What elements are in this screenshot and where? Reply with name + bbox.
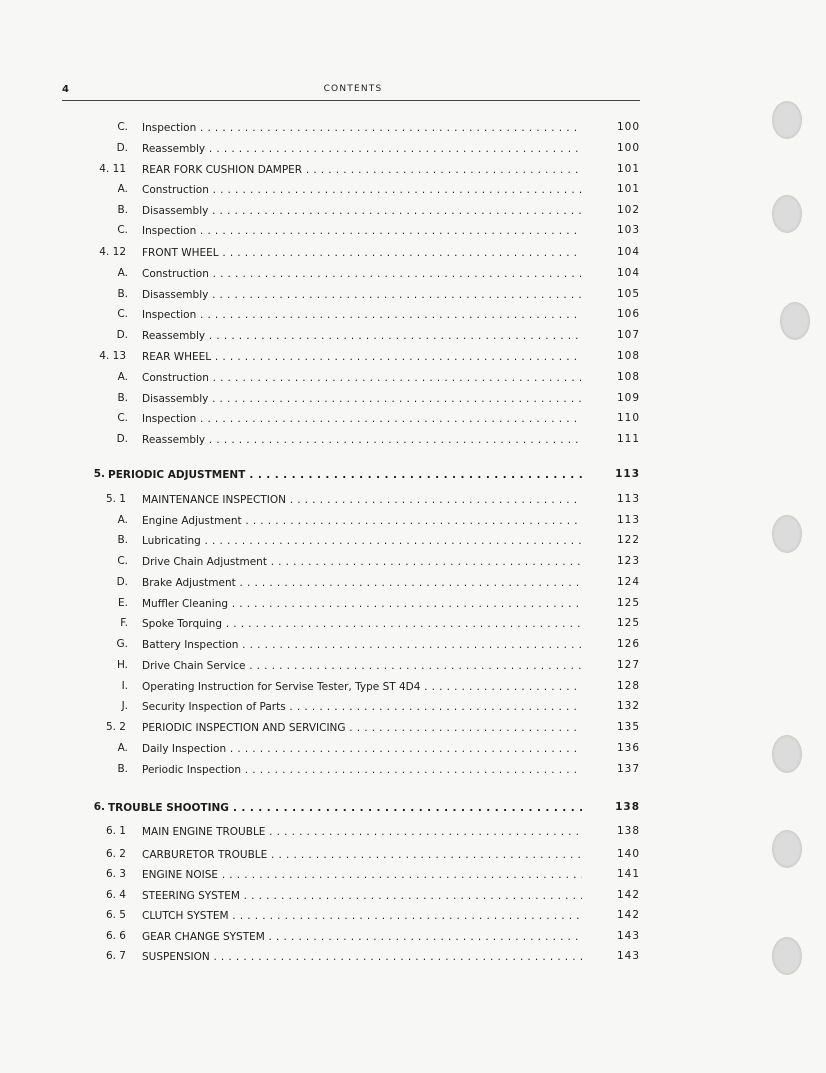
binder-hole bbox=[772, 937, 802, 975]
toc-entry-title: Muffler Cleaning . . . bbox=[142, 597, 582, 611]
toc-entry-title: Reassembly . . . bbox=[142, 142, 582, 156]
toc-entry bbox=[0, 799, 640, 817]
header-rule bbox=[62, 100, 640, 101]
toc-entry bbox=[0, 866, 640, 884]
toc-entry-title: STEERING SYSTEM . . . bbox=[142, 889, 582, 903]
toc-entry-title: MAINTENANCE INSPECTION . . . bbox=[142, 493, 582, 507]
toc-entry-title: Drive Chain Adjustment . . . bbox=[142, 555, 582, 569]
toc-entry-page: 142 bbox=[616, 889, 640, 901]
toc-entry-number: 6. 5 bbox=[105, 909, 126, 921]
toc-entry-page: 110 bbox=[616, 412, 640, 424]
toc-entry-title: Security Inspection of Parts . . . bbox=[142, 700, 582, 714]
toc-entry-title: Construction . . . bbox=[142, 267, 582, 281]
toc-entry-page: 113 bbox=[615, 468, 640, 480]
toc-entry-number: C. bbox=[117, 412, 128, 424]
toc-entry-page: 132 bbox=[616, 700, 640, 712]
toc-entry-page: 108 bbox=[616, 350, 640, 362]
toc-entry-number: B. bbox=[117, 763, 128, 775]
toc-entry-number: E. bbox=[118, 597, 128, 609]
toc-entry bbox=[0, 466, 640, 484]
toc-entry-title: Engine Adjustment . . . bbox=[142, 514, 582, 528]
toc-entry bbox=[0, 491, 640, 509]
toc-entry-page: 105 bbox=[616, 288, 640, 300]
toc-entry-number: 4. 13 bbox=[99, 350, 126, 362]
toc-entry-page: 113 bbox=[616, 514, 640, 526]
toc-entry-number: I. bbox=[121, 680, 128, 692]
toc-entry bbox=[0, 181, 640, 199]
toc-entry-number: 6. bbox=[93, 801, 105, 813]
toc-entry-number: C. bbox=[117, 224, 128, 236]
toc-entry-title: PERIODIC INSPECTION AND SERVICING . . . bbox=[142, 721, 582, 735]
toc-entry-page: 113 bbox=[616, 493, 640, 505]
toc-entry-page: 143 bbox=[616, 930, 640, 942]
toc-entry-title: Spoke Torquing . . . bbox=[142, 617, 582, 631]
toc-entry bbox=[0, 574, 640, 592]
toc-entry-title: Lubricating . . . bbox=[142, 534, 582, 548]
binder-hole bbox=[772, 515, 802, 553]
toc-entry bbox=[0, 431, 640, 449]
toc-entry-title: Inspection . . . bbox=[142, 224, 582, 238]
toc-entry-number: D. bbox=[116, 433, 128, 445]
toc-entry-title: Reassembly . . . bbox=[142, 329, 582, 343]
binder-hole bbox=[772, 195, 802, 233]
toc-entry bbox=[0, 286, 640, 304]
toc-entry-page: 136 bbox=[616, 742, 640, 754]
toc-entry-title: PERIODIC ADJUSTMENT . . . bbox=[108, 468, 582, 482]
toc-entry-number: B. bbox=[117, 204, 128, 216]
toc-entry-number: 6. 3 bbox=[105, 868, 126, 880]
toc-entry bbox=[0, 265, 640, 283]
toc-entry-page: 104 bbox=[616, 267, 640, 279]
toc-entry bbox=[0, 512, 640, 530]
toc-entry-page: 125 bbox=[616, 597, 640, 609]
toc-entry bbox=[0, 657, 640, 675]
toc-entry-page: 101 bbox=[616, 163, 640, 175]
toc-entry-page: 140 bbox=[616, 848, 640, 860]
toc-entry-page: 104 bbox=[616, 246, 640, 258]
toc-entry-number: C. bbox=[117, 121, 128, 133]
binder-hole bbox=[772, 830, 802, 868]
toc-entry-page: 125 bbox=[616, 617, 640, 629]
binder-hole bbox=[772, 735, 802, 773]
toc-entry-page: 142 bbox=[616, 909, 640, 921]
toc-entry bbox=[0, 615, 640, 633]
toc-entry bbox=[0, 636, 640, 654]
toc-entry-title: Brake Adjustment . . . bbox=[142, 576, 582, 590]
toc-entry bbox=[0, 887, 640, 905]
toc-entry-page: 123 bbox=[616, 555, 640, 567]
toc-entry-number: D. bbox=[116, 576, 128, 588]
toc-entry-number: B. bbox=[117, 288, 128, 300]
toc-entry-number: G. bbox=[116, 638, 128, 650]
toc-entry-page: 106 bbox=[616, 308, 640, 320]
toc-entry-title: REAR FORK CUSHION DAMPER . . . bbox=[142, 163, 582, 177]
toc-entry-title: CLUTCH SYSTEM . . . bbox=[142, 909, 582, 923]
toc-entry-number: B. bbox=[117, 392, 128, 404]
toc-entry-page: 128 bbox=[616, 680, 640, 692]
toc-entry-title: Periodic Inspection . . . bbox=[142, 763, 582, 777]
toc-entry-number: A. bbox=[117, 267, 128, 279]
toc-entry-number: H. bbox=[116, 659, 128, 671]
toc-entry-page: 122 bbox=[616, 534, 640, 546]
toc-entry-page: 108 bbox=[616, 371, 640, 383]
toc-entry bbox=[0, 846, 640, 864]
binder-hole bbox=[780, 302, 810, 340]
toc-entry-number: 6. 4 bbox=[105, 889, 126, 901]
toc-entry-title: Inspection . . . bbox=[142, 412, 582, 426]
toc-entry-number: A. bbox=[117, 183, 128, 195]
toc-entry-page: 138 bbox=[615, 801, 640, 813]
toc-entry bbox=[0, 678, 640, 696]
toc-entry-number: C. bbox=[117, 555, 128, 567]
toc-entry-page: 109 bbox=[616, 392, 640, 404]
toc-entry bbox=[0, 369, 640, 387]
toc-entry-title: Disassembly . . . bbox=[142, 204, 582, 218]
toc-entry-page: 124 bbox=[616, 576, 640, 588]
toc-entry-page: 102 bbox=[616, 204, 640, 216]
toc-entry bbox=[0, 928, 640, 946]
toc-entry bbox=[0, 595, 640, 613]
toc-entry-number: B. bbox=[117, 534, 128, 546]
toc-entry bbox=[0, 740, 640, 758]
toc-entry bbox=[0, 553, 640, 571]
toc-entry-title: Disassembly . . . bbox=[142, 288, 582, 302]
toc-entry bbox=[0, 119, 640, 137]
toc-entry bbox=[0, 327, 640, 345]
toc-entry bbox=[0, 306, 640, 324]
toc-entry bbox=[0, 202, 640, 220]
toc-entry-title: REAR WHEEL . . . bbox=[142, 350, 582, 364]
toc-entry-title: Drive Chain Service . . . bbox=[142, 659, 582, 673]
toc-entry-page: 101 bbox=[616, 183, 640, 195]
toc-entry-page: 107 bbox=[616, 329, 640, 341]
toc-entry-number: C. bbox=[117, 308, 128, 320]
toc-entry-number: D. bbox=[116, 329, 128, 341]
toc-entry-title: ENGINE NOISE . . . bbox=[142, 868, 582, 882]
toc-entry-title: Operating Instruction for Servise Tester, Type ST 4D4 . . . bbox=[142, 680, 582, 694]
toc-entry-number: A. bbox=[117, 371, 128, 383]
toc-entry-page: 138 bbox=[616, 825, 640, 837]
toc-entry-page: 100 bbox=[616, 121, 640, 133]
toc-entry-page: 103 bbox=[616, 224, 640, 236]
toc-entry bbox=[0, 410, 640, 428]
toc-entry-title: Construction . . . bbox=[142, 183, 582, 197]
toc-entry bbox=[0, 907, 640, 925]
toc-entry-title: Reassembly . . . bbox=[142, 433, 582, 447]
toc-entry bbox=[0, 761, 640, 779]
toc-entry bbox=[0, 244, 640, 262]
toc-entry bbox=[0, 719, 640, 737]
toc-entry-title: Battery Inspection . . . bbox=[142, 638, 582, 652]
toc-entry-number: 4. 12 bbox=[99, 246, 126, 258]
toc-entry-number: 5. 1 bbox=[105, 493, 126, 505]
toc-entry bbox=[0, 161, 640, 179]
toc-entry-title: Daily Inspection . . . bbox=[142, 742, 582, 756]
toc-entry-page: 100 bbox=[616, 142, 640, 154]
toc-entry-number: A. bbox=[117, 742, 128, 754]
toc-entry-number: 6. 1 bbox=[105, 825, 126, 837]
toc-entry-page: 127 bbox=[616, 659, 640, 671]
toc-entry-title: Disassembly . . . bbox=[142, 392, 582, 406]
toc-entry-page: 141 bbox=[616, 868, 640, 880]
toc-entry-number: 5. 2 bbox=[105, 721, 126, 733]
toc-entry-number: J. bbox=[121, 700, 128, 712]
toc-entry-title: Inspection . . . bbox=[142, 121, 582, 135]
toc-entry-title: Inspection . . . bbox=[142, 308, 582, 322]
toc-entry-number: 4. 11 bbox=[99, 163, 126, 175]
toc-entry-page: 143 bbox=[616, 950, 640, 962]
toc-entry bbox=[0, 823, 640, 841]
toc-entry bbox=[0, 140, 640, 158]
page-title: CONTENTS bbox=[323, 84, 383, 94]
binder-hole bbox=[772, 101, 802, 139]
toc-entry-title: SUSPENSION . . . bbox=[142, 950, 582, 964]
toc-entry bbox=[0, 532, 640, 550]
toc-entry-number: A. bbox=[117, 514, 128, 526]
toc-entry-title: GEAR CHANGE SYSTEM . . . bbox=[142, 930, 582, 944]
toc-entry-page: 135 bbox=[616, 721, 640, 733]
toc-entry-title: Construction . . . bbox=[142, 371, 582, 385]
toc-entry-page: 126 bbox=[616, 638, 640, 650]
toc-entry-number: 5. bbox=[93, 468, 105, 480]
toc-entry bbox=[0, 698, 640, 716]
toc-entry-title: FRONT WHEEL . . . bbox=[142, 246, 582, 260]
toc-entry bbox=[0, 348, 640, 366]
toc-entry-page: 137 bbox=[616, 763, 640, 775]
page-number: 4 bbox=[62, 84, 69, 95]
toc-entry-number: 6. 2 bbox=[105, 848, 126, 860]
toc-entry-title: TROUBLE SHOOTING . . . bbox=[108, 801, 582, 815]
toc-entry bbox=[0, 222, 640, 240]
toc-entry-page: 111 bbox=[616, 433, 640, 445]
toc-entry-number: F. bbox=[120, 617, 128, 629]
toc-entry bbox=[0, 948, 640, 966]
toc-entry-number: 6. 7 bbox=[105, 950, 126, 962]
toc-entry-title: CARBURETOR TROUBLE . . . bbox=[142, 848, 582, 862]
toc-entry-title: MAIN ENGINE TROUBLE . . . bbox=[142, 825, 582, 839]
toc-entry-number: 6. 6 bbox=[105, 930, 126, 942]
toc-entry bbox=[0, 390, 640, 408]
toc-entry-number: D. bbox=[116, 142, 128, 154]
